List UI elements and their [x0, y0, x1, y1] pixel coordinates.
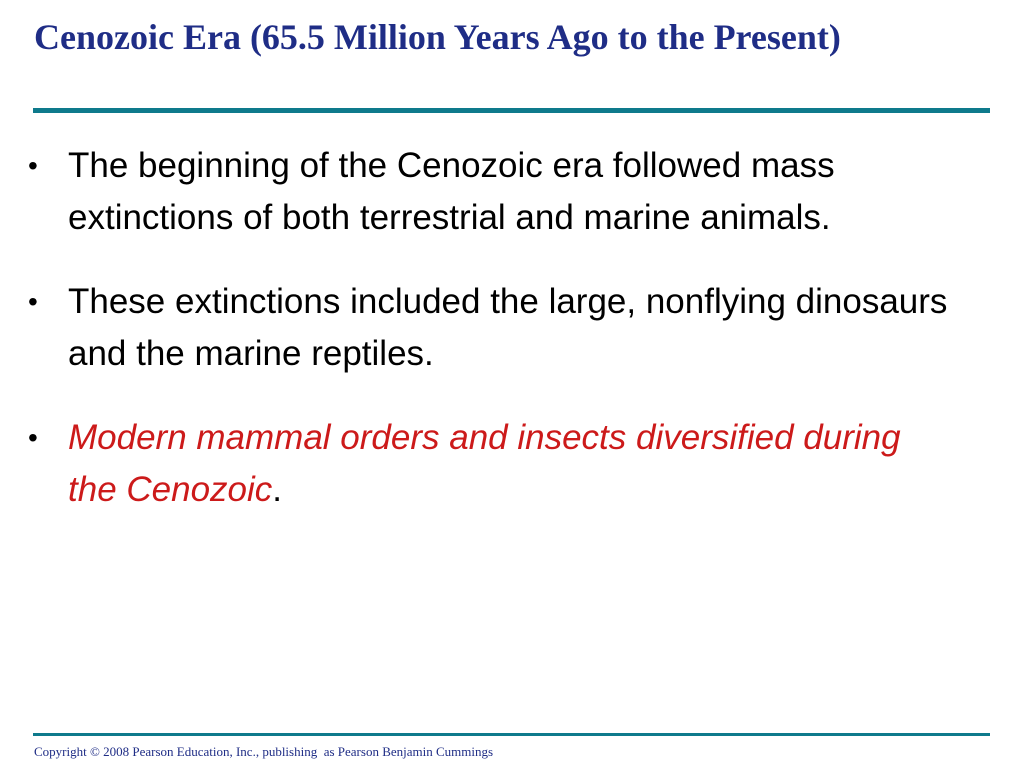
bullet-dot-icon: • [28, 150, 38, 181]
bullet-text: These extinctions included the large, nonflying dinosaurs and the marine reptiles. [68, 282, 948, 373]
title-divider [33, 108, 990, 113]
bullet-trailing-period: . [272, 470, 283, 509]
copyright-footer: Copyright © 2008 Pearson Education, Inc., publishing as Pearson Benjamin Cummings [34, 744, 494, 759]
bullet-dot-icon: • [28, 286, 38, 317]
bullet-text: The beginning of the Cenozoic era followed mass extinctions of both terrestrial and marine animals. [68, 146, 835, 237]
bullet-text: Modern mammal orders and insects diversified during the Cenozoic [68, 418, 901, 509]
bullet-dot-icon: • [28, 422, 38, 453]
slide-title: Cenozoic Era (65.5 Million Years Ago to the Present) [34, 17, 841, 57]
footer-divider [33, 733, 990, 736]
bullet-list [28, 140, 958, 548]
bullet-item-emphasized [28, 412, 958, 516]
bullet-item [28, 140, 958, 244]
bullet-item [28, 276, 958, 380]
